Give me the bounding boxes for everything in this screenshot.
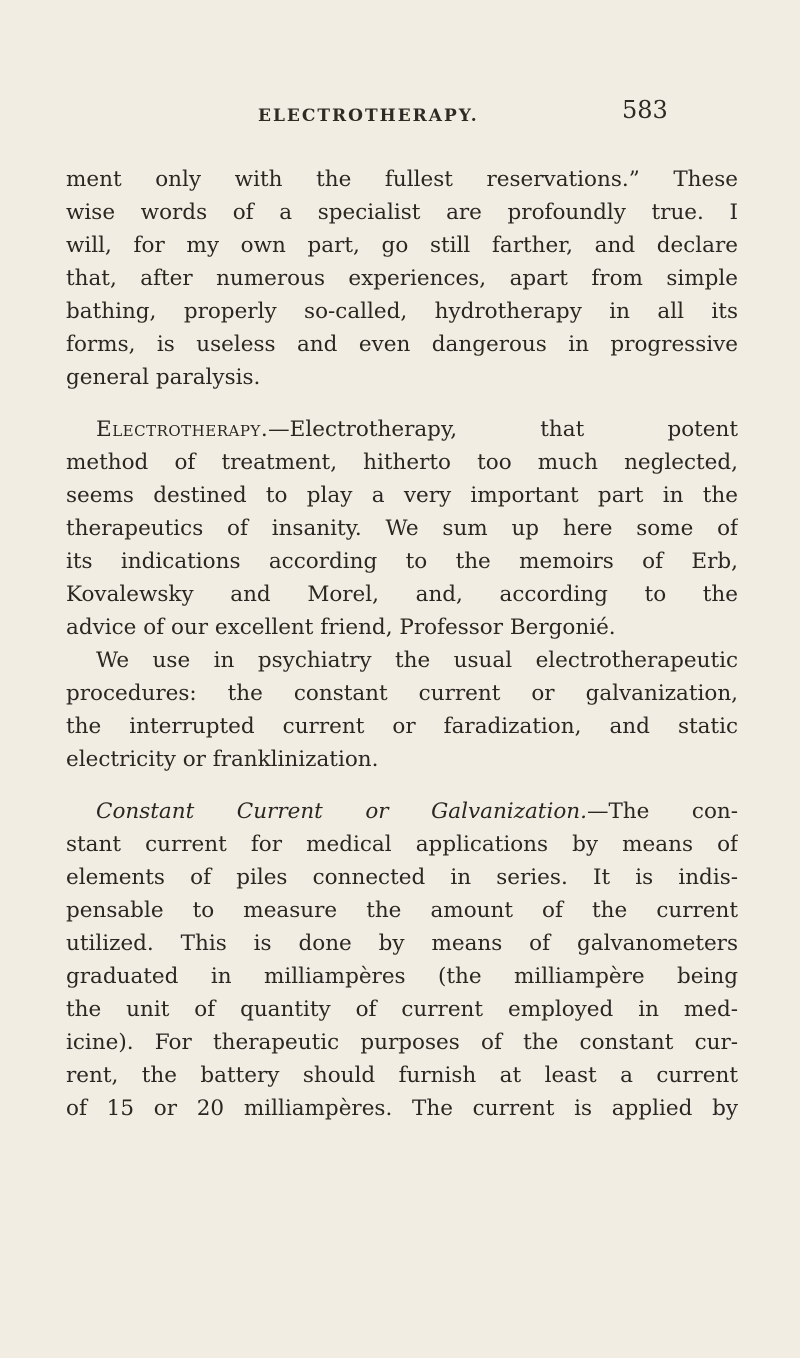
text-line: forms, is useless and even dangerous in progressive [66,332,738,357]
text-line: therapeutics of insanity. We sum up here some of [66,516,738,541]
text-line: will, for my own part, go still farther, and declare [66,233,738,258]
text-run: —The con- [586,799,738,824]
text-line: bathing, properly so-called, hydrotherapy in all its [66,299,738,324]
text-line: icine). For therapeutic purposes of the constant cur- [66,1030,738,1055]
text-line: seems destined to play a very important part in the [66,483,738,508]
paragraph-1 [66,163,738,394]
body-text [66,163,738,1125]
text-line: pensable to measure the amount of the current [66,898,738,923]
text-line: Kovalewsky and Morel, and, according to the [66,582,738,607]
running-head: ELECTROTHERAPY. [258,106,479,126]
text-line: the unit of quantity of current employed in med- [66,997,738,1022]
section-heading: Constant Current or Galvanization. [96,799,587,824]
text-line: advice of our excellent friend, Professor Bergonié. [66,615,616,640]
text-line [66,413,738,446]
text-line: wise words of a specialist are profoundly true. I [66,200,738,225]
text-line: rent, the battery should furnish at least a current [66,1063,738,1088]
text-line: method of treatment, hitherto too much neglected, [66,450,738,475]
text-line: We use in psychiatry the usual electrotherapeutic [96,648,738,673]
paragraph-2 [66,413,738,644]
text-line: elements of piles connected in series. It is indis- [66,865,738,890]
text-run: —Electrotherapy, that potent [268,417,738,442]
text-line: stant current for medical applications by means of [66,832,738,857]
text-line: that, after numerous experiences, apart from simple [66,266,738,291]
text-line [66,795,738,828]
text-line: general paralysis. [66,365,261,390]
text-line: the interrupted current or faradization, and static [66,714,738,739]
text-line: utilized. This is done by means of galvanometers [66,931,738,956]
text-line: graduated in milliampères (the milliampère being [66,964,738,989]
page-number: 583 [622,96,668,124]
text-line: procedures: the constant current or galvanization, [66,681,738,706]
paragraph-3 [66,644,738,776]
text-line: of 15 or 20 milliampères. The current is applied by [66,1096,738,1121]
text-line: ment only with the fullest reservations.” These [66,167,738,192]
paragraph-4 [66,795,738,1125]
section-heading: Electrotherapy. [96,417,269,442]
text-line: its indications according to the memoirs of Erb, [66,549,738,574]
text-line: electricity or franklinization. [66,747,379,772]
